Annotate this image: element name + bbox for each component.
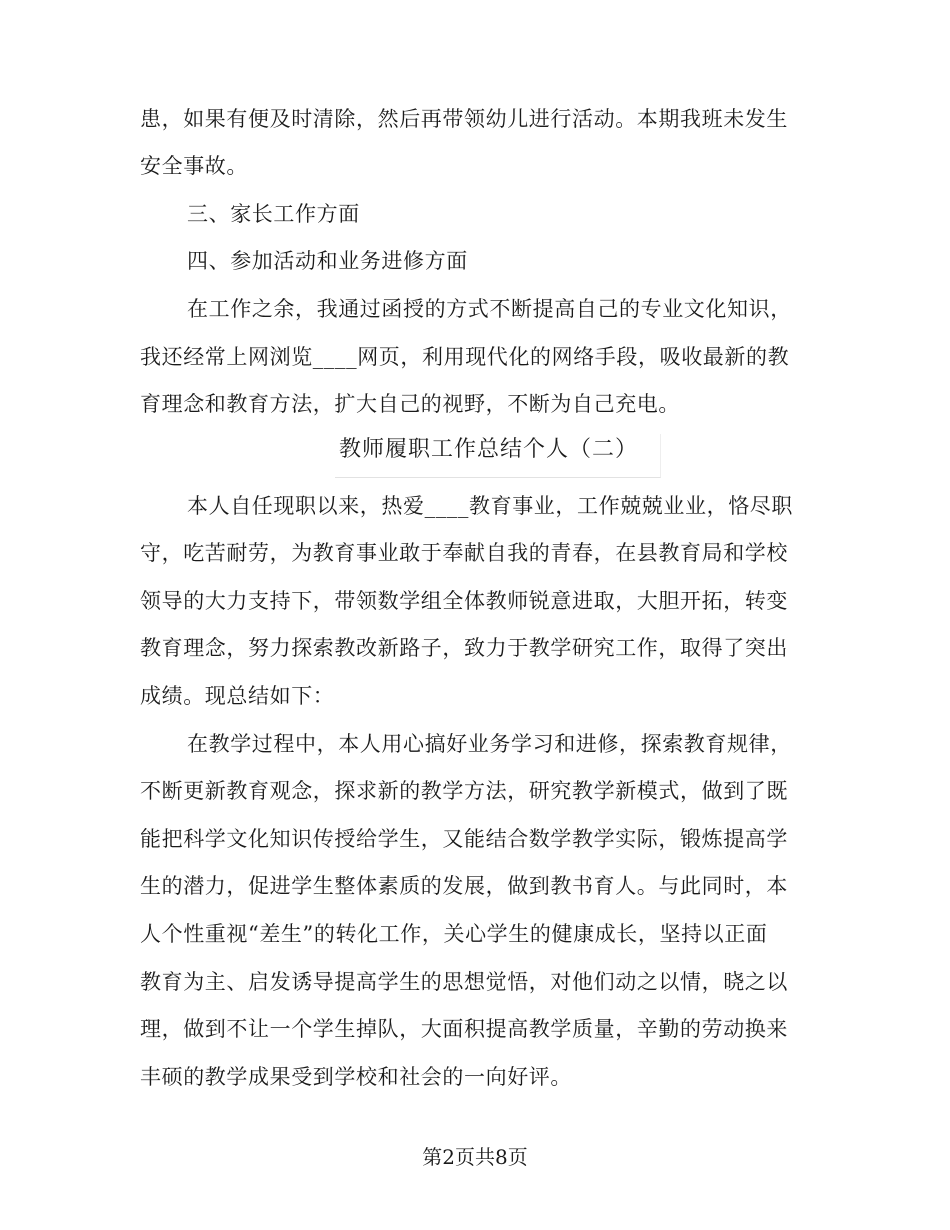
body-text-line: 不断更新教育观念，探求新的教学方法，研究教学新模式，做到了既 (140, 779, 788, 803)
body-text-line: 能把科学文化知识传授给学生，又能结合数学教学实际，锻炼提高学 (140, 827, 788, 851)
body-text-line: 领导的大力支持下，带领数学组全体教师锐意进取，大胆开拓，转变 (140, 589, 788, 613)
body-text-line: 成绩。现总结如下： (140, 684, 335, 708)
section-heading: 三、家长工作方面 (187, 202, 360, 226)
body-text-line: 教育为主、启发诱导提高学生的思想觉悟，对他们动之以情，晓之以 (140, 970, 788, 994)
page-number-footer: 第2页共8页 (422, 1145, 528, 1169)
body-text-line: 本人自任现职以来，热爱____教育事业，工作兢兢业业，恪尽职 (187, 494, 793, 518)
body-text-line: 守，吃苦耐劳，为教育事业敢于奉献自我的青春，在县教育局和学校 (140, 541, 788, 565)
body-text-line: 患，如果有便及时清除，然后再带领幼儿进行活动。本期我班未发生 (140, 107, 788, 131)
body-text-line: 我还经常上网浏览____网页，利用现代化的网络手段，吸收最新的教 (140, 345, 790, 369)
body-text-line: 安全事故。 (140, 154, 248, 178)
body-text-line: 育理念和教育方法，扩大自己的视野，不断为自己充电。 (140, 392, 680, 416)
body-text-line: 在工作之余，我通过函授的方式不断提高自己的专业文化知识， (187, 297, 792, 321)
body-text-line: 人个性重视“差生”的转化工作，关心学生的健康成长，坚持以正面 (140, 922, 768, 946)
body-text-line: 丰硕的教学成果受到学校和社会的一向好评。 (140, 1065, 572, 1089)
section-heading: 四、参加活动和业务进修方面 (187, 249, 468, 273)
section-title: 教师履职工作总结个人（二） (335, 434, 661, 478)
body-text-line: 理，做到不让一个学生掉队，大面积提高教学质量，辛勤的劳动换来 (140, 1017, 788, 1041)
body-text-line: 教育理念，努力探索教改新路子，致力于教学研究工作，取得了突出 (140, 636, 788, 660)
body-text-line: 生的潜力，促进学生整体素质的发展，做到教书育人。与此同时，本 (140, 874, 788, 898)
body-text-line: 在教学过程中，本人用心搞好业务学习和进修，探索教育规律， (187, 732, 792, 756)
